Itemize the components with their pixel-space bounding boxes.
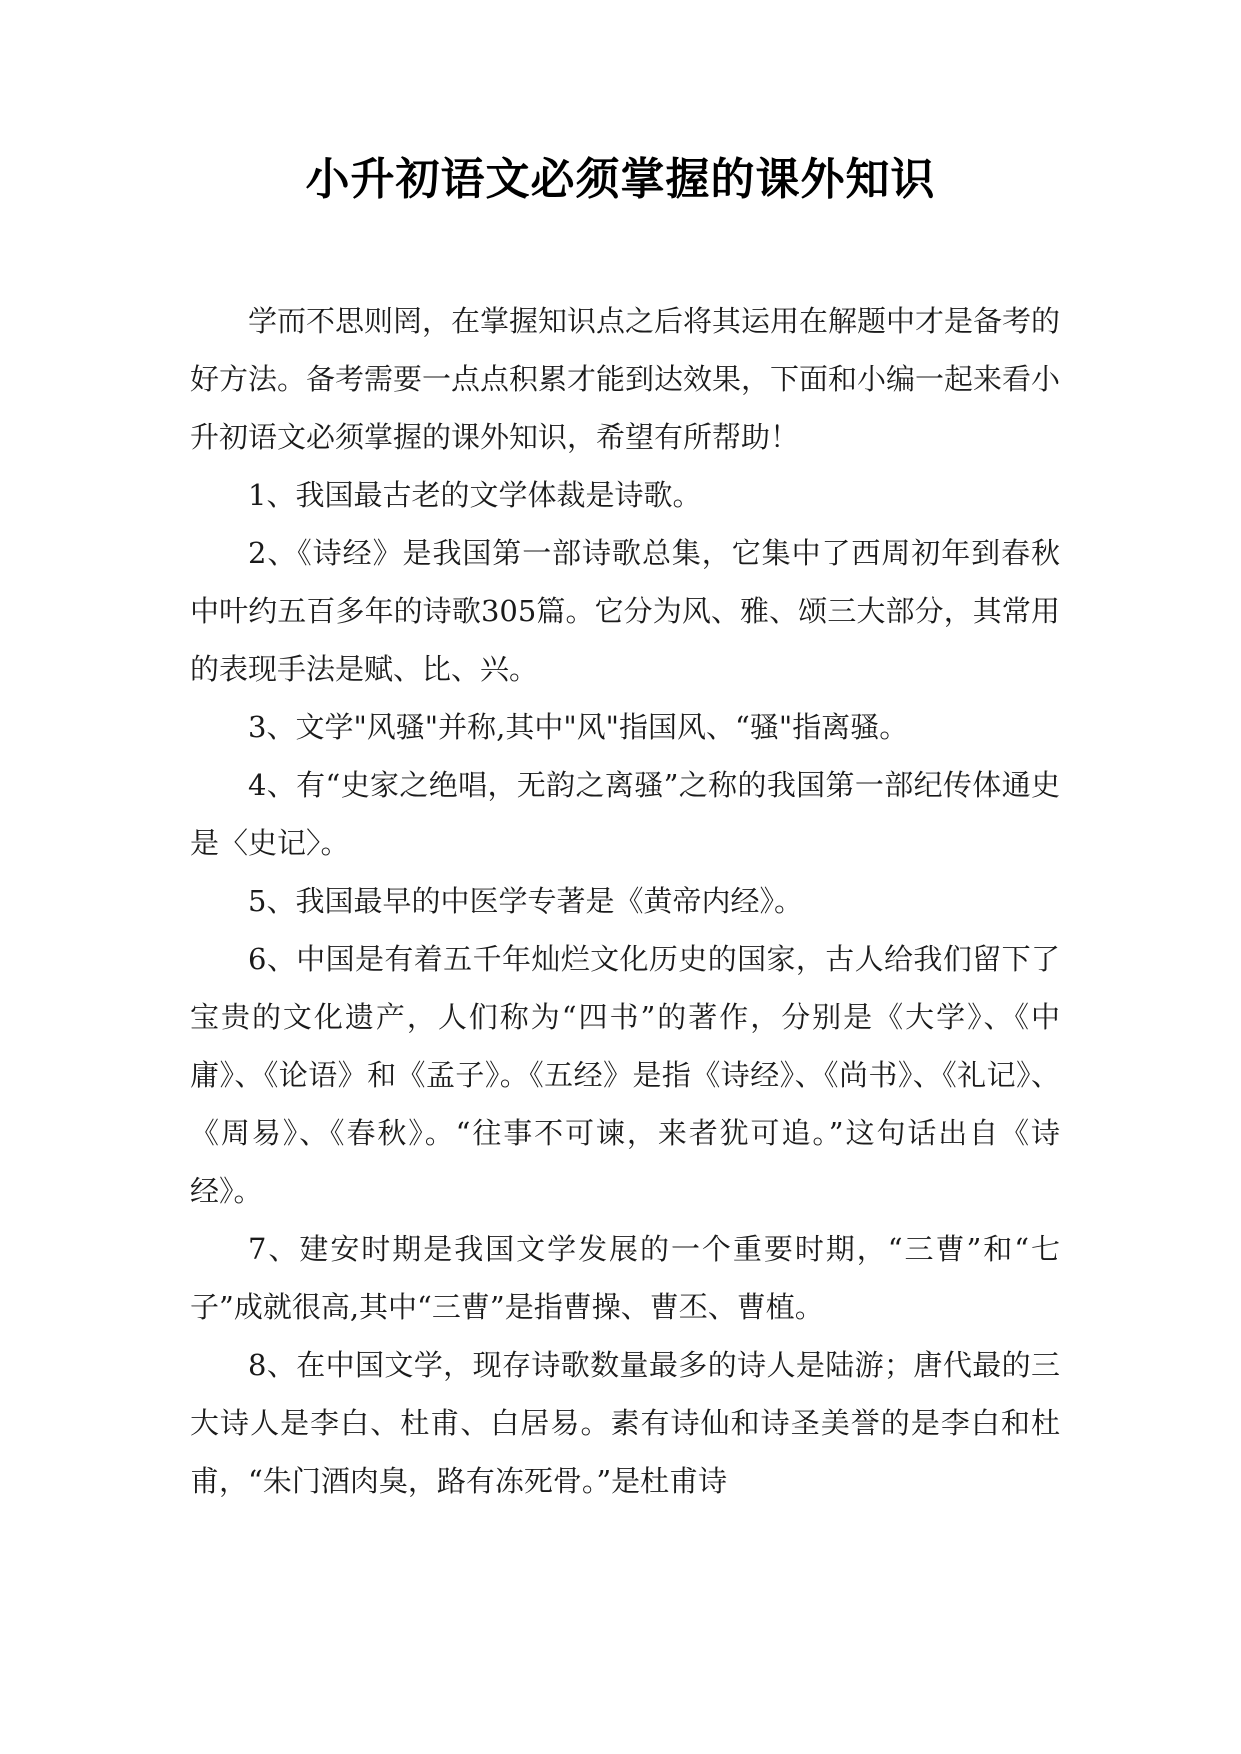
knowledge-item-7: 7、建安时期是我国文学发展的一个重要时期，“三曹”和“七子”成就很高,其中“三曹”是指曹操、曹丕、曹植。: [190, 1232, 1060, 1324]
knowledge-item-4: 4、有“史家之绝唱，无韵之离骚”之称的我国第一部纪传体通史是〈史记〉。: [190, 768, 1060, 860]
knowledge-item-2: 2、《诗经》是我国第一部诗歌总集，它集中了西周初年到春秋中叶约五百多年的诗歌305篇。它分为风、雅、颂三大部分，其常用的表现手法是赋、比、兴。: [190, 536, 1060, 686]
knowledge-item-1: 1、我国最古老的文学体裁是诗歌。: [248, 478, 702, 512]
intro-paragraph: 学而不思则罔，在掌握知识点之后将其运用在解题中才是备考的好方法。备考需要一点点积累才能到达效果，下面和小编一起来看小升初语文必须掌握的课外知识，希望有所帮助！: [190, 304, 1061, 454]
knowledge-item-5: 5、我国最早的中医学专著是《黄帝内经》。: [248, 884, 803, 918]
document-body: [190, 292, 1060, 1510]
document-title: 小升初语文必须掌握的课外知识: [305, 154, 936, 205]
knowledge-item-8: 8、在中国文学，现存诗歌数量最多的诗人是陆游；唐代最的三大诗人是李白、杜甫、白居易。素有诗仙和诗圣美誉的是李白和杜甫，“朱门酒肉臭，路有冻死骨。”是杜甫诗: [190, 1348, 1060, 1498]
knowledge-item-3: 3、文学"风骚"并称,其中"风"指国风、“骚"指离骚。: [248, 710, 909, 744]
knowledge-item-6: 6、中国是有着五千年灿烂文化历史的国家，古人给我们留下了宝贵的文化遗产，人们称为“四书”的著作，分别是《大学》、《中庸》、《论语》和《孟子》。《五经》是指《诗经》、《尚书》、《礼记》、《周易》、《春秋》。“往事不可谏，来者犹可追。”这句话出自《诗经》。: [190, 942, 1060, 1208]
